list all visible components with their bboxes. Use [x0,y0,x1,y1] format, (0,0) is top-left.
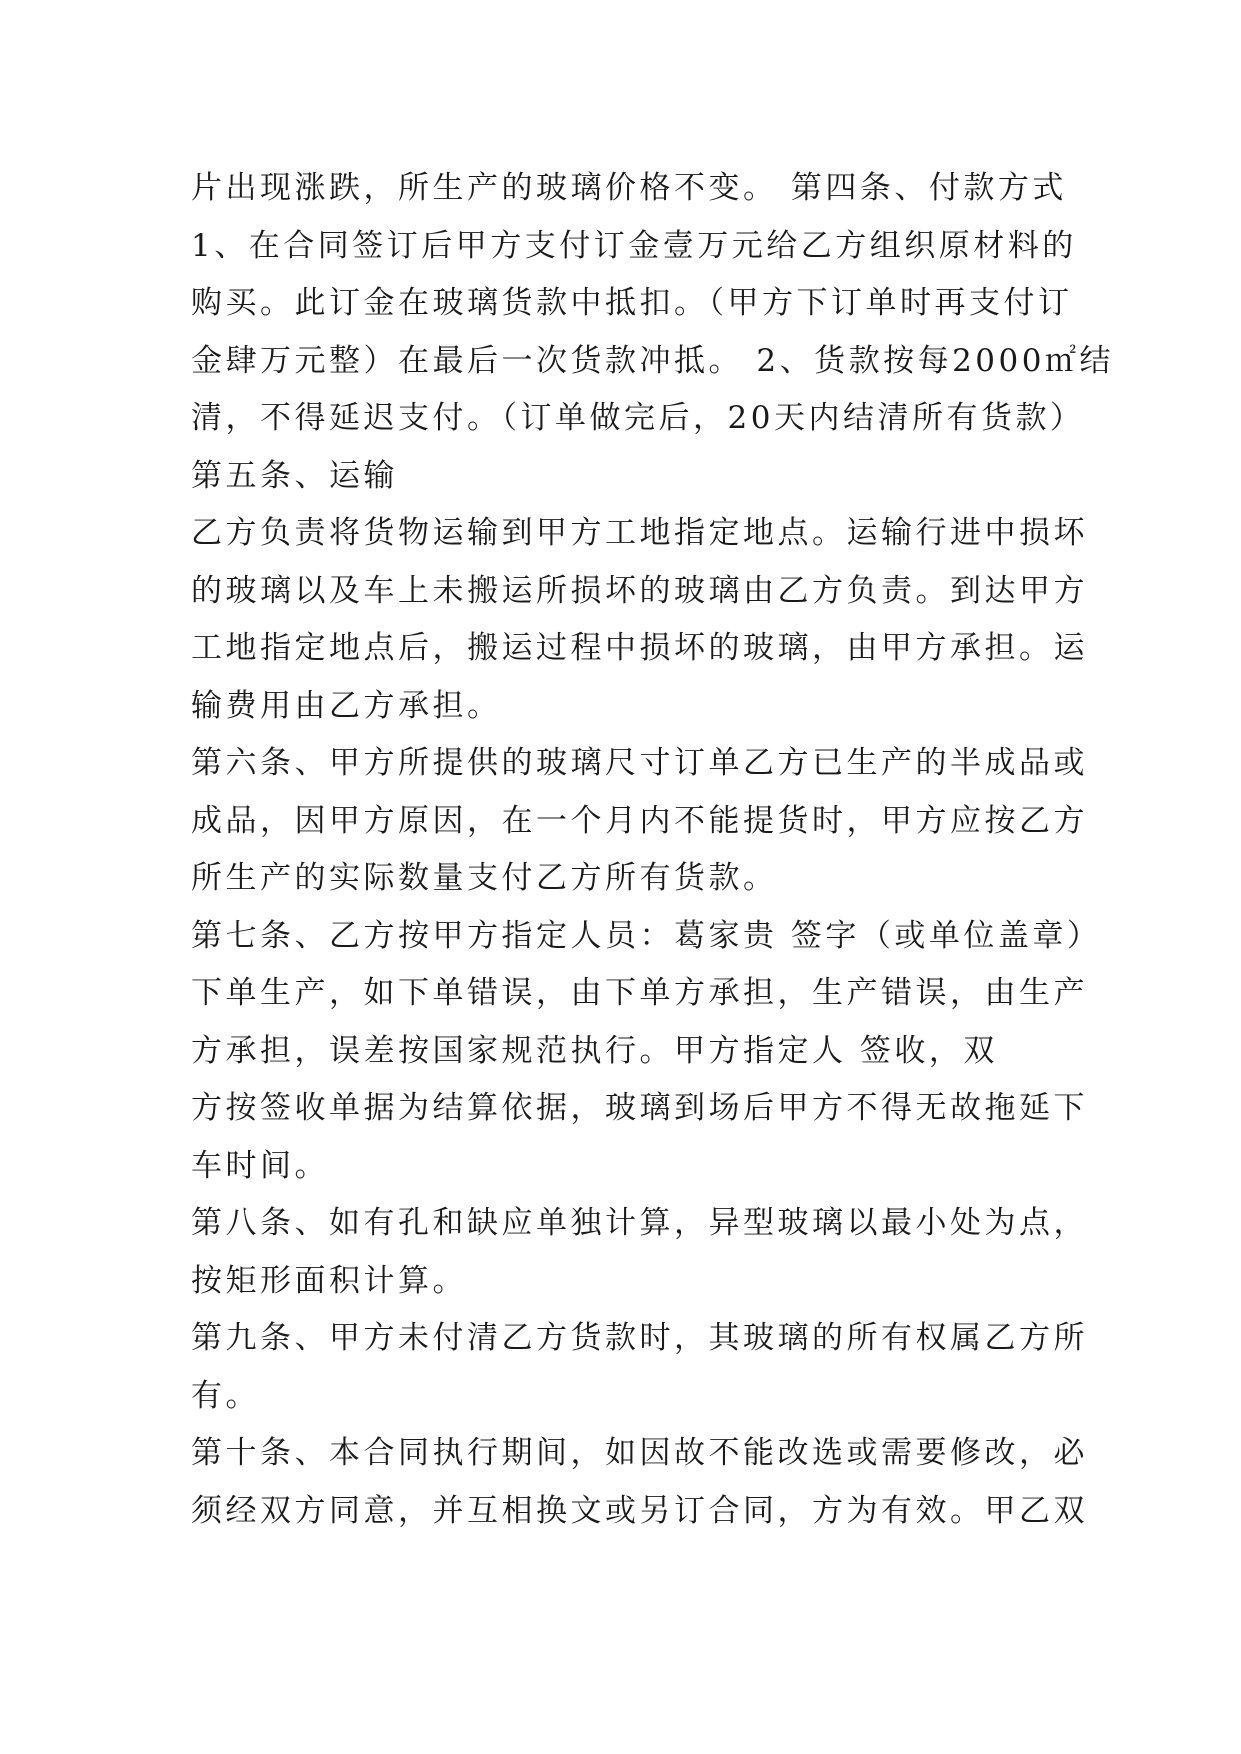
text-line: 下单生产，如下单错误，由下单方承担，生产错误，由生产 [191,975,1088,1011]
text-line: 片出现涨跌，所生产的玻璃价格不变。 第四条、付款方式 [191,170,1067,206]
text-line: 金肆万元整）在最后一次货款冲抵。 2、货款按每2000㎡结 [191,342,1114,379]
text-line: 的玻璃以及车上未搬运所损坏的玻璃由乙方负责。到达甲方 [191,572,1088,609]
text-line: 须经双方同意，并互相换文或另订合同，方为有效。甲乙双 [191,1492,1088,1529]
text-line: 第六条、甲方所提供的玻璃尺寸订单乙方已生产的半成品或 [191,745,1088,781]
section-heading-transport: 第五条、运输 [191,457,398,494]
text-line: 车时间。 [191,1147,329,1184]
text-line: 第十条、本合同执行期间，如因故不能改选或需要修改，必 [191,1435,1088,1471]
text-line: 清，不得延迟支付。（订单做完后，20天内结清所有货款） [191,400,1085,436]
text-line: 第七条、乙方按甲方指定人员：葛家贵 签字（或单位盖章） [191,917,1102,954]
contract-body-text [191,160,1114,1540]
text-line: 1、在合同签订后甲方支付订金壹万元给乙方组织原材料的 [191,227,1077,264]
text-line: 方承担，误差按国家规范执行。甲方指定人 签收，双 [191,1032,998,1069]
text-line: 方按签收单据为结算依据，玻璃到场后甲方不得无故拖延下 [191,1090,1088,1126]
text-line: 成品，因甲方原因，在一个月内不能提货时，甲方应按乙方 [191,802,1088,839]
text-line: 工地指定地点后，搬运过程中损坏的玻璃，由甲方承担。运 [191,630,1088,666]
text-line: 第九条、甲方未付清乙方货款时，其玻璃的所有权属乙方所 [191,1320,1088,1356]
text-line: 购买。此订金在玻璃货款中抵扣。（甲方下订单时再支付订 [191,285,1073,321]
text-line: 第八条、如有孔和缺应单独计算，异型玻璃以最小处为点， [191,1205,1088,1241]
text-line: 所生产的实际数量支付乙方所有货款。 [191,860,778,896]
text-line: 输费用由乙方承担。 [191,687,502,724]
text-line: 按矩形面积计算。 [191,1262,467,1299]
text-line: 有。 [191,1377,260,1414]
text-line: 乙方负责将货物运输到甲方工地指定地点。运输行进中损坏 [191,515,1088,551]
